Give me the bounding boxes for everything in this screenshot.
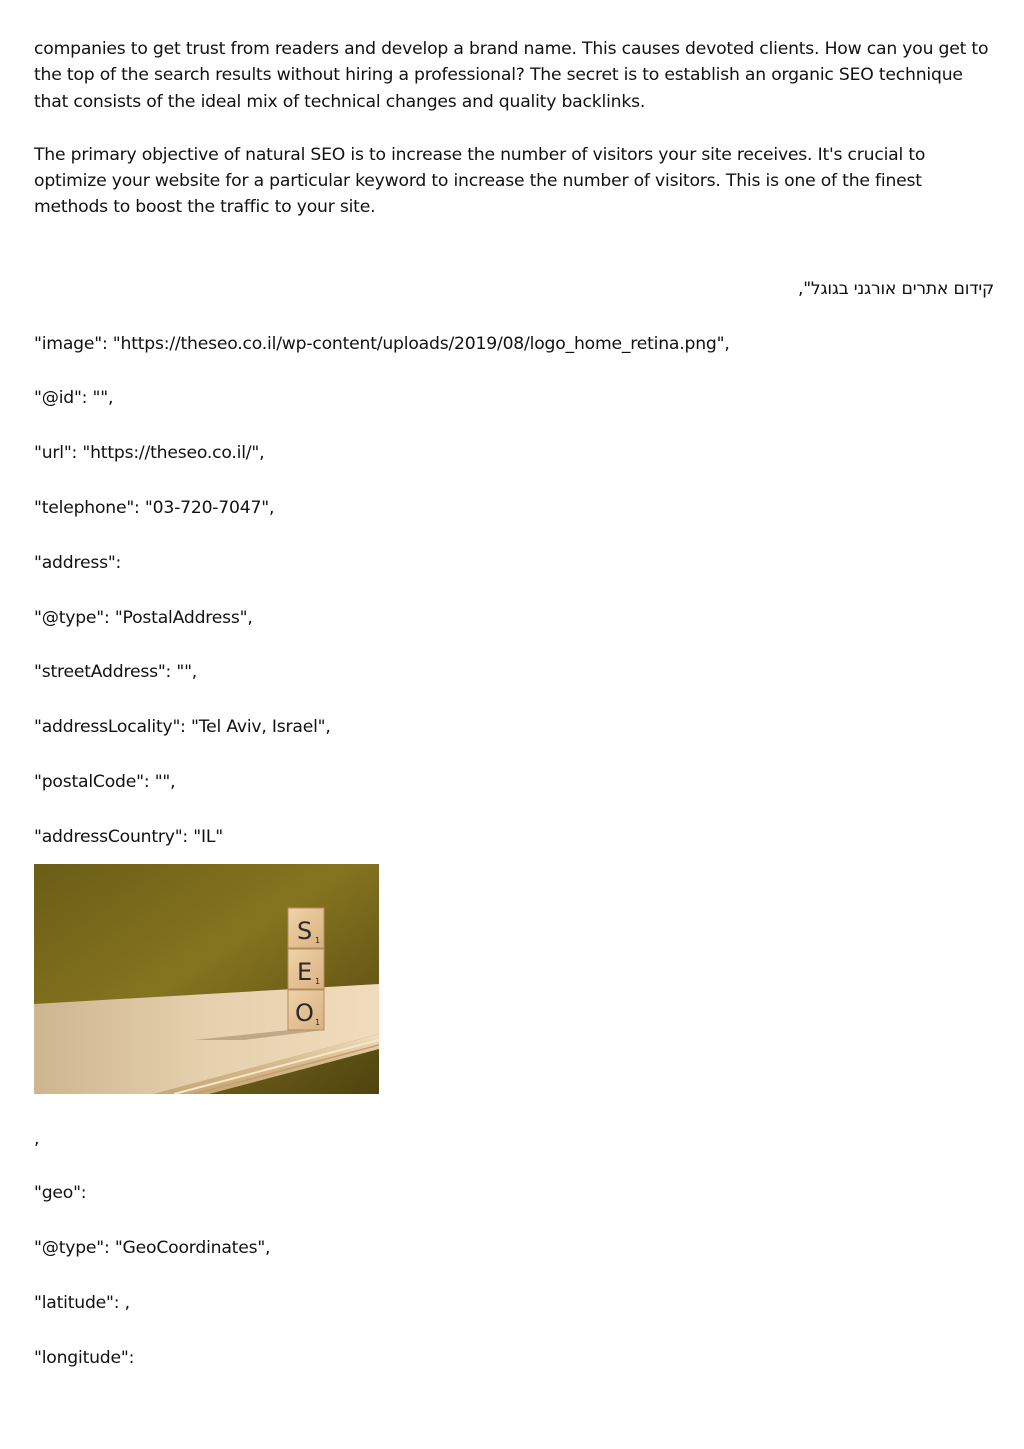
- intro-paragraph: companies to get trust from readers and develop a brand name. This causes devoted clients. How can you get to the top of the search results without hiring a professional? The secret is to establish an organic SEO technique that consists of the ideal mix of technical changes and quality backlinks.: [34, 39, 989, 112]
- tile-e: [288, 949, 324, 989]
- address-locality-line: "addressLocality": "Tel Aviv, Israel",: [34, 717, 331, 738]
- comma-line: ,: [34, 1128, 40, 1149]
- address-country-line: "addressCountry": "IL": [34, 826, 223, 847]
- tile-e-letter: E: [297, 957, 313, 986]
- id-line: "@id": "",: [34, 388, 114, 409]
- document-page: [34, 36, 994, 1400]
- tile-o-letter: O: [295, 998, 314, 1027]
- telephone-line: "telephone": "03-720-7047",: [34, 497, 275, 518]
- tile-o-points: 1: [315, 1017, 321, 1027]
- tile-s: [288, 908, 324, 948]
- postal-code-line: "postalCode": "",: [34, 771, 176, 792]
- tile-s-points: 1: [315, 935, 321, 945]
- longitude-line: "longitude":: [34, 1347, 135, 1368]
- url-line: "url": "https://theseo.co.il/",: [34, 443, 265, 464]
- latitude-line: "latitude": ,: [34, 1292, 130, 1313]
- street-address-line: "streetAddress": "",: [34, 662, 198, 683]
- tile-o: [288, 990, 324, 1030]
- geo-type-line: "@type": "GeoCoordinates",: [34, 1238, 271, 1259]
- seo-tiles-photo: [34, 864, 379, 1094]
- objective-paragraph: The primary objective of natural SEO is to increase the number of visitors your site receives. It's crucial to optimize your website for a particular keyword to increase the number of visitors. This is one of the finest methods to boost the traffic to your site.: [34, 144, 926, 218]
- address-line: "address":: [34, 552, 122, 573]
- hebrew-name-line: קידום אתרים אורגני בגוגל",: [797, 278, 994, 299]
- image-url-line: "image": "https://theseo.co.il/wp-content/uploads/2019/08/logo_home_retina.png",: [34, 333, 730, 354]
- address-type-line: "@type": "PostalAddress",: [34, 607, 253, 628]
- tile-s-letter: S: [297, 916, 313, 945]
- blank-gap: [34, 248, 994, 276]
- geo-line: "geo":: [34, 1183, 87, 1204]
- tile-e-points: 1: [315, 976, 321, 986]
